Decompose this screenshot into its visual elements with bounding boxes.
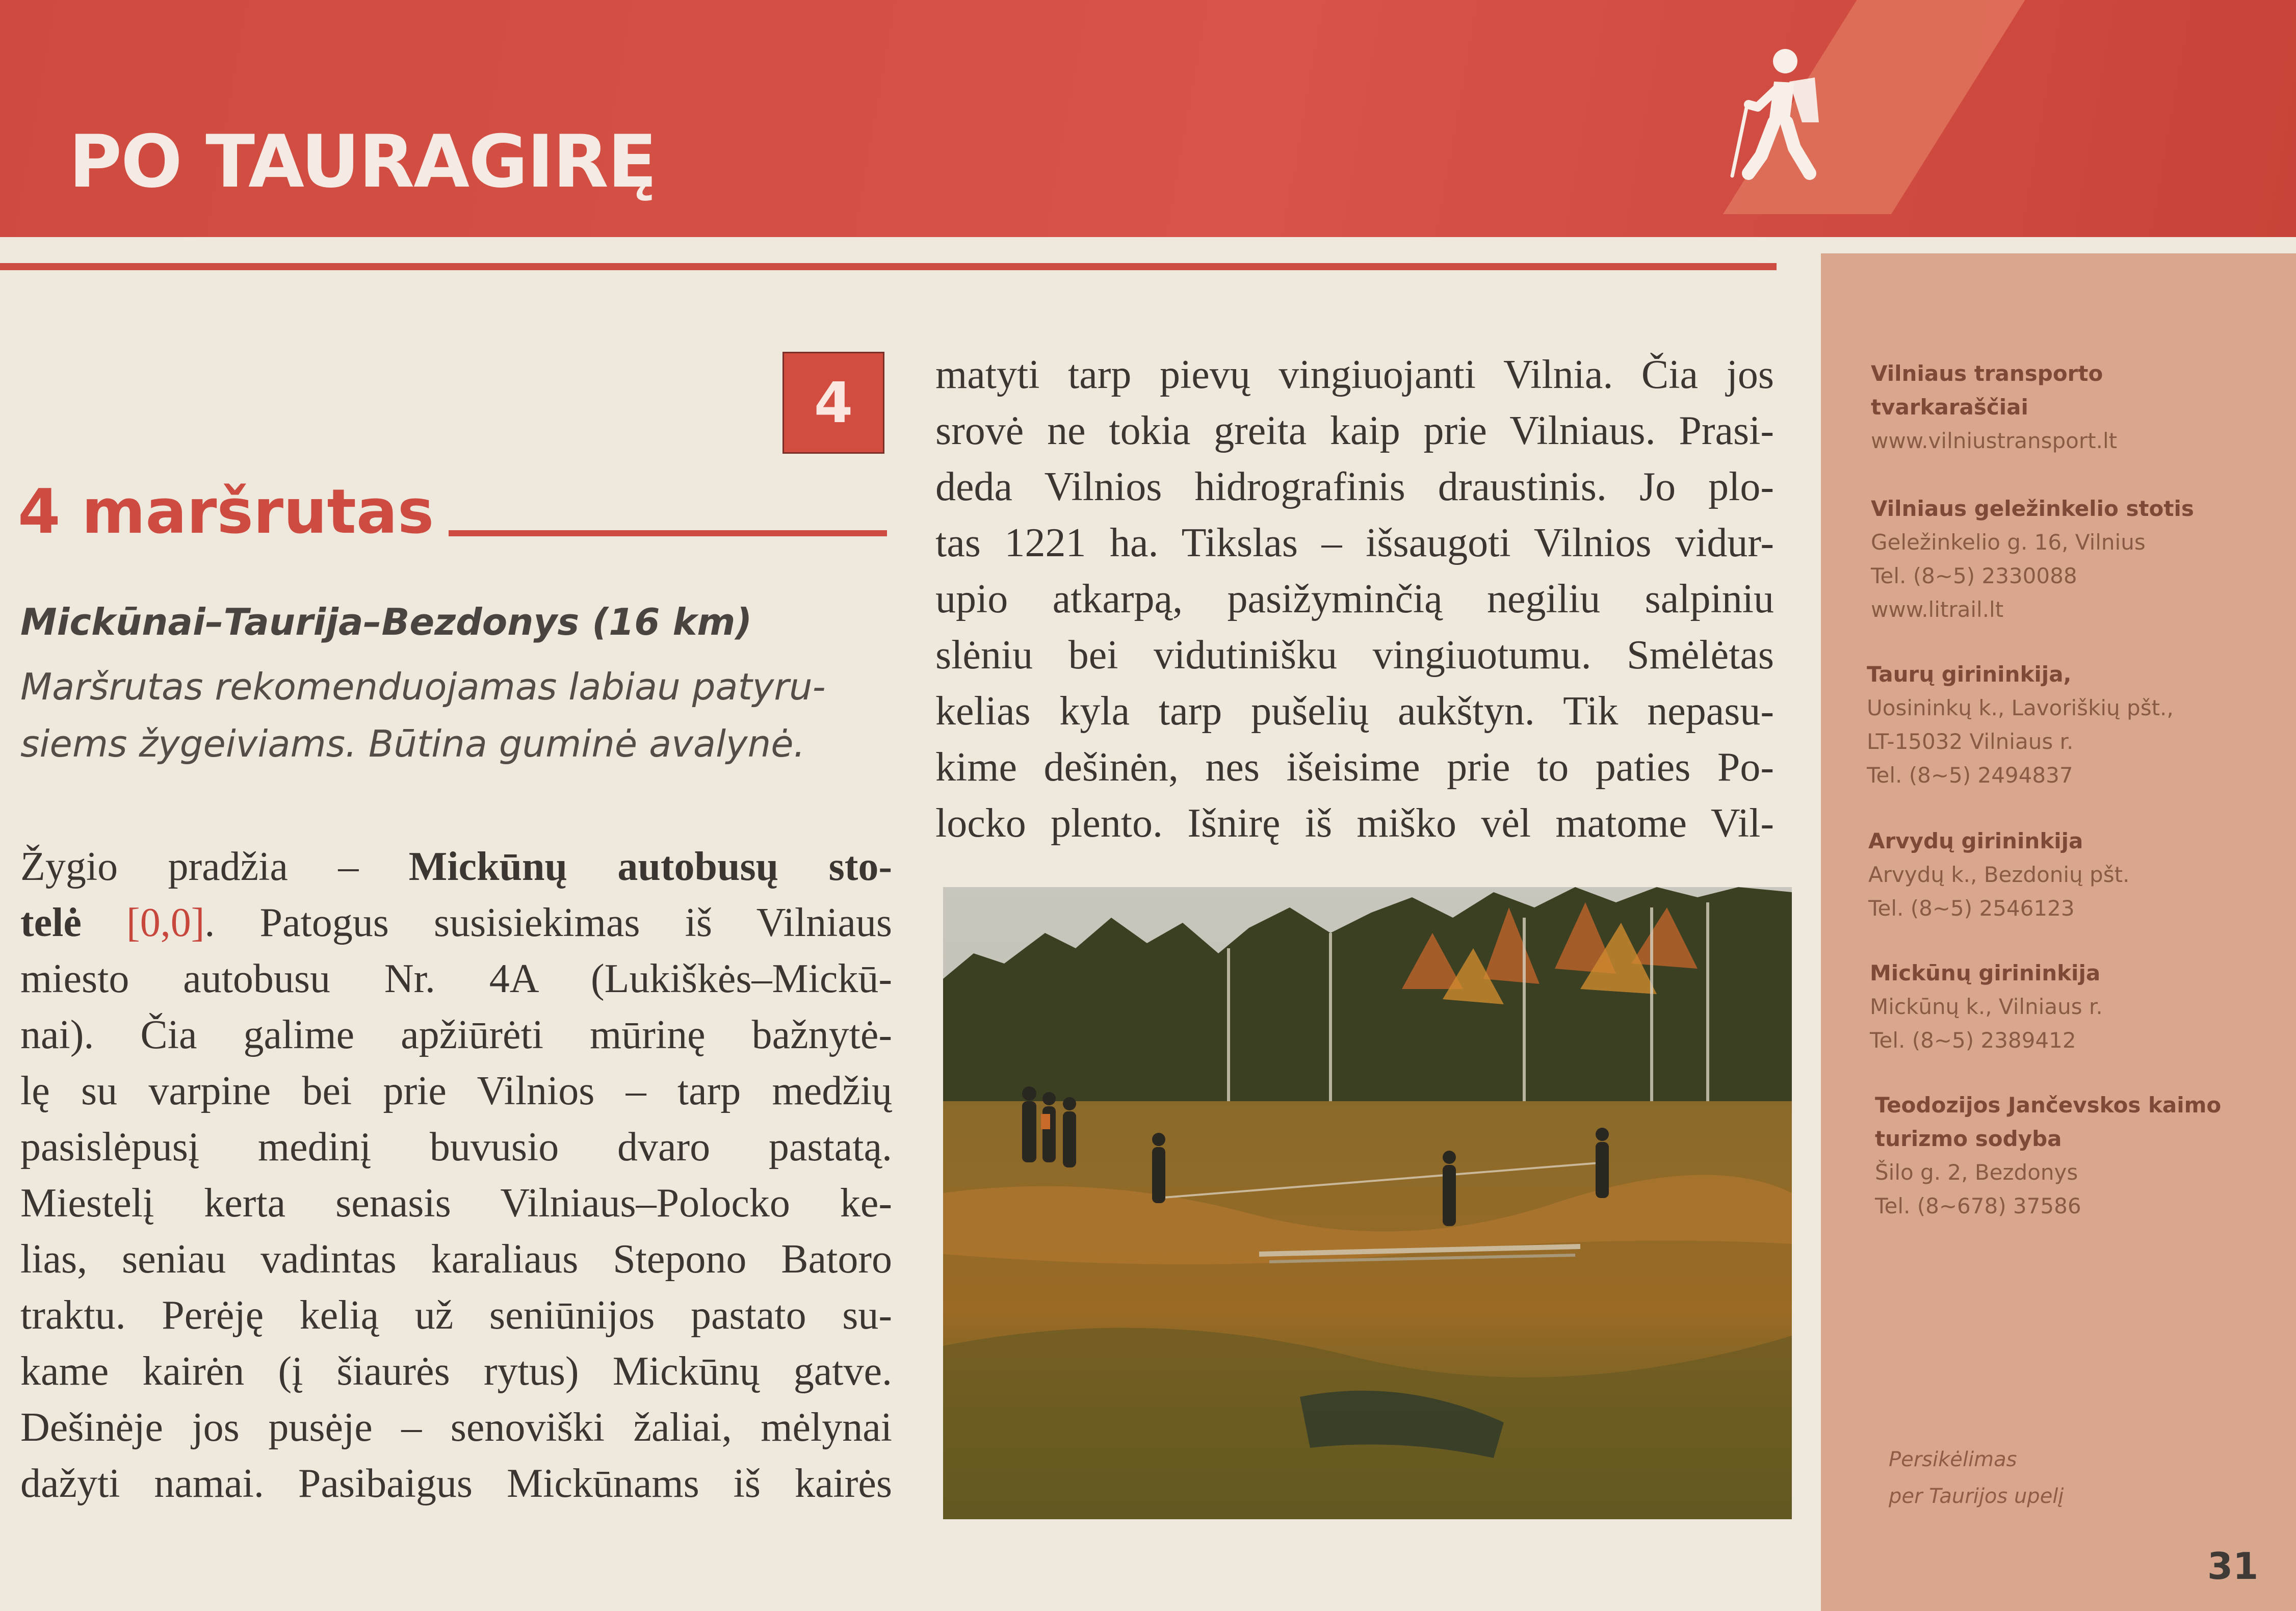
body-line: locko plento. Išnirę iš miško vėl matome Vil- bbox=[935, 801, 1774, 846]
hiker-icon bbox=[1713, 46, 1835, 184]
body-line: miesto autobusu Nr. 4A (Lukiškės–Mickū- bbox=[20, 956, 892, 1001]
body-line: Miestelį kerta senasis Vilniaus–Polocko ke- bbox=[20, 1181, 892, 1226]
body-line: deda Vilnios hidrografinis draustinis. Jo plo- bbox=[935, 464, 1774, 509]
body-line: Žygio pradžia – Mickūnų autobusų sto- bbox=[20, 844, 893, 889]
sidebar-entry-homestead: Teodozijos Jančevskos kaimo turizmo sodyba Šilo g. 2, Bezdonys Tel. (8~678) 37586 bbox=[1875, 1093, 2222, 1218]
body-line: nai). Čia galime apžiūrėti mūrinę bažnytė- bbox=[20, 1012, 892, 1057]
sidebar-entry-railway: Vilniaus geležinkelio stotis Geležinkelio g. 16, Vilnius Tel. (8~5) 2330088 www.litrail.lt bbox=[1871, 496, 2194, 622]
photo-caption: Persikėlimas bbox=[1889, 1448, 2017, 1471]
route-intro-line: Maršrutas rekomenduojamas labiau patyru- bbox=[20, 665, 826, 708]
section-title: PO TAURAGIRĘ bbox=[69, 120, 656, 204]
photo-caption: per Taurijos upelį bbox=[1889, 1485, 2064, 1508]
sidebar-entry-tauru: Taurų girininkija, Uosininkų k., Lavoriškių pšt., LT-15032 Vilniaus r. Tel. (8~5) 2494837 bbox=[1867, 662, 2174, 788]
body-line: slėniu bei vidutinišku vingiuotumu. Smėlėtas bbox=[935, 633, 1774, 678]
sidebar-entry-mickunu: Mickūnų girininkija Mickūnų k., Vilniaus r. Tel. (8~5) 2389412 bbox=[1870, 960, 2103, 1053]
header-rule bbox=[0, 263, 1777, 270]
body-line: dažyti namai. Pasibaigus Mickūnams iš kairės bbox=[20, 1461, 892, 1506]
route-title-rule bbox=[449, 530, 887, 536]
body-line: kame kairėn (į šiaurės rytus) Mickūnų gatve. bbox=[20, 1349, 892, 1394]
body-line: lę su varpine bei prie Vilnios – tarp medžių bbox=[20, 1069, 892, 1113]
body-line: tas 1221 ha. Tikslas – išsaugoti Vilnios vidur- bbox=[935, 521, 1774, 565]
body-line: pasislėpusį medinį buvusio dvaro pastatą. bbox=[20, 1125, 892, 1170]
route-number-badge: 4 bbox=[782, 352, 884, 454]
route-title: 4 maršrutas bbox=[18, 477, 434, 548]
body-line: matyti tarp pievų vingiuojanti Vilnia. Čia jos bbox=[935, 352, 1774, 397]
page-number: 31 bbox=[2207, 1545, 2259, 1588]
body-line: kime dešinėn, nes išeisime prie to paties Po- bbox=[935, 745, 1774, 790]
photo-marsh-crossing bbox=[943, 887, 1792, 1519]
sidebar-entry-transport: Vilniaus transporto tvarkaraščiai www.vilniustransport.lt bbox=[1871, 361, 2118, 453]
body-line: kelias kyla tarp pušelių aukštyn. Tik nepasu- bbox=[935, 689, 1774, 734]
body-line: upio atkarpą, pasižyminčią negiliu salpiniu bbox=[935, 577, 1774, 621]
route-subtitle: Mickūnai–Taurija–Bezdonys (16 km) bbox=[20, 601, 752, 643]
sidebar-entry-arvydu: Arvydų girininkija Arvydų k., Bezdonių pšt. Tel. (8~5) 2546123 bbox=[1868, 828, 2130, 921]
body-line: Dešinėje jos pusėje – senoviški žaliai, mėlynai bbox=[20, 1405, 892, 1450]
body-line: lias, seniau vadintas karaliaus Stepono Batoro bbox=[20, 1237, 892, 1282]
body-line: telė [0,0]. Patogus susisiekimas iš Vilniaus bbox=[20, 900, 892, 945]
route-intro-line: siems žygeiviams. Būtina guminė avalynė. bbox=[20, 722, 805, 765]
body-line: srovė ne tokia greita kaip prie Vilniaus. Prasi- bbox=[935, 408, 1774, 453]
body-line: traktu. Perėję kelią už seniūnijos pastato su- bbox=[20, 1293, 892, 1338]
map-reference: [0,0] bbox=[126, 900, 205, 945]
